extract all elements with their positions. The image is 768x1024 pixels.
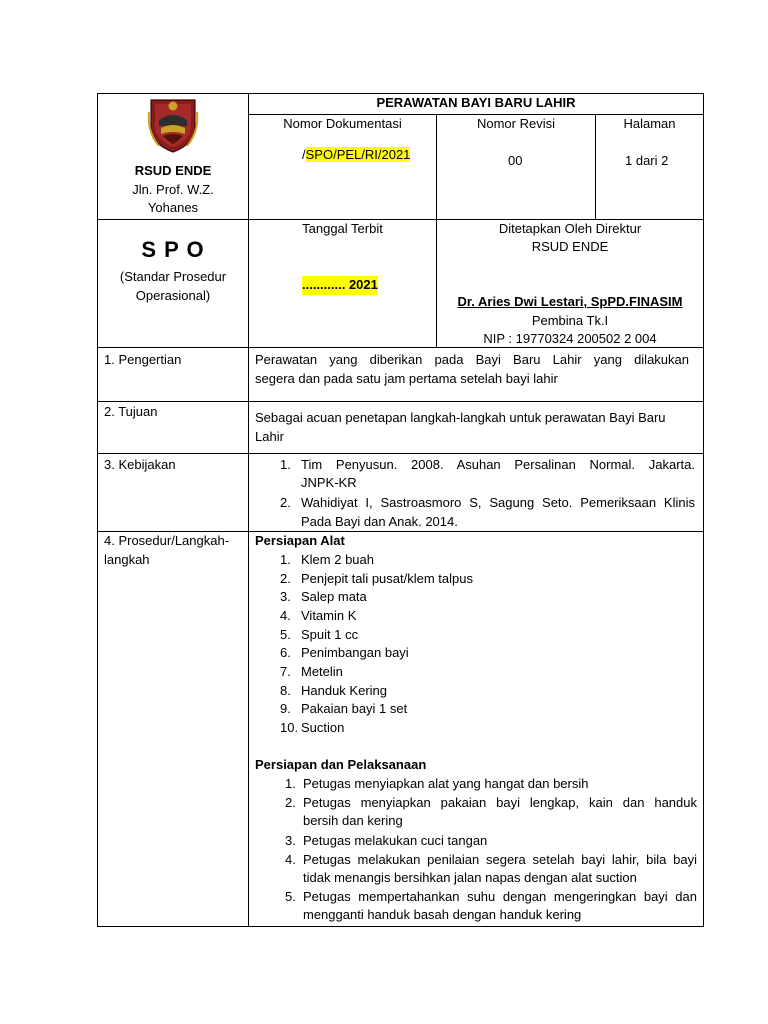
- list-item-text: Vitamin K: [301, 608, 357, 623]
- hospital-name: RSUD ENDE: [134, 163, 212, 178]
- row-divider-pengertian: [97, 401, 704, 402]
- list-item-text: Petugas melakukan penilaian segera setelah bayi lahir, bila bayi: [303, 852, 697, 867]
- list-item-text: Handuk Kering: [301, 683, 387, 698]
- page-label: Halaman: [623, 116, 676, 131]
- table-border-bottom: [97, 926, 704, 927]
- list-item-text: Wahidiyat I, Sastroasmoro S, Sagung Seto. Pemeriksaan Klinis: [301, 495, 695, 510]
- list-item-text: Salep mata: [301, 589, 367, 604]
- tujuan-line2: Lahir: [255, 429, 284, 444]
- list-item-text-cont: Pada Bayi dan Anak. 2014.: [301, 514, 458, 529]
- prosedur-label-line2: langkah: [104, 552, 150, 567]
- list-item-text: Suction: [301, 720, 345, 735]
- row-divider-tujuan: [97, 453, 704, 454]
- list-item-text: Pakaian bayi 1 set: [301, 701, 408, 716]
- pengertian-line1: Perawatan yang diberikan pada Bayi Baru Lahir yang dilakukan: [255, 352, 689, 367]
- tujuan-line1: Sebagai acuan penetapan langkah-langkah untuk perawatan Bayi Baru: [255, 410, 666, 425]
- set-by-line2: RSUD ENDE: [531, 239, 609, 254]
- hospital-address-line2: Yohanes: [147, 200, 199, 215]
- list-item-number: 1.: [280, 552, 291, 567]
- list-item-number: 7.: [280, 664, 291, 679]
- list-item-text: Tim Penyusun. 2008. Asuhan Persalinan Normal. Jakarta.: [301, 457, 695, 472]
- list-item-number: 4.: [280, 608, 291, 623]
- list-item-text-cont: JNPK-KR: [301, 475, 357, 490]
- pengertian-line2: segera dan pada satu jam pertama setelah bayi lahir: [255, 371, 558, 386]
- revision-value: 00: [508, 153, 523, 168]
- revision-label: Nomor Revisi: [476, 116, 555, 131]
- list-item-text: Klem 2 buah: [301, 552, 374, 567]
- list-item-number: 3.: [280, 589, 291, 604]
- list-item-text: Petugas mempertahankan suhu dengan mengeringkan bayi dan: [303, 889, 697, 904]
- document-title: PERAWATAN BAYI BARU LAHIR: [376, 95, 576, 110]
- doc-number-code: SPO/PEL/RI/2021: [305, 147, 411, 162]
- director-name: Dr. Aries Dwi Lestari, SpPD.FINASIM: [457, 294, 683, 309]
- spo-subtitle-line2: Operasional): [135, 288, 211, 303]
- kebijakan-label: 3. Kebijakan: [104, 457, 176, 472]
- list-item-number: 1.: [280, 457, 291, 472]
- list-item-number: 2.: [280, 571, 291, 586]
- list-item-text: Metelin: [301, 664, 343, 679]
- list-item-number: 8.: [280, 683, 291, 698]
- issue-date-label: Tanggal Terbit: [302, 221, 383, 236]
- hospital-logo: [145, 92, 201, 154]
- list-item-number: 10.: [280, 720, 299, 735]
- list-item-text: Penjepit tali pusat/klem talpus: [301, 571, 473, 586]
- alat-heading: Persiapan Alat: [255, 533, 345, 548]
- list-item-number: 5.: [280, 627, 291, 642]
- pengertian-label: 1. Pengertian: [104, 352, 182, 367]
- doc-number-prefix: /: [302, 147, 306, 162]
- list-item-text: Petugas menyiapkan alat yang hangat dan bersih: [303, 776, 589, 791]
- list-item-number: 4.: [285, 852, 296, 867]
- list-item-number: 3.: [285, 833, 296, 848]
- issue-date-value: ............ 2021: [302, 276, 378, 295]
- spo-title: S P O: [141, 237, 205, 262]
- prosedur-label-line1: 4. Prosedur/Langkah-: [104, 533, 230, 548]
- page-value: 1 dari 2: [625, 153, 669, 168]
- list-item-number: 2.: [280, 495, 291, 510]
- list-item-number: 2.: [285, 795, 296, 810]
- list-item-text: Penimbangan bayi: [301, 645, 409, 660]
- list-item-text: Petugas menyiapkan pakaian bayi lengkap, kain dan handuk: [303, 795, 697, 810]
- director-nip: NIP : 19770324 200502 2 004: [483, 331, 657, 346]
- list-item-number: 6.: [280, 645, 291, 660]
- director-rank: Pembina Tk.I: [531, 313, 609, 328]
- doc-number-value: [302, 146, 410, 165]
- set-by-line1: Ditetapkan Oleh Direktur: [498, 221, 642, 236]
- list-item-text-cont: tidak menangis bersihkan jalan napas dengan alat suction: [303, 870, 637, 885]
- hospital-address-line1: Jln. Prof. W.Z.: [132, 182, 214, 197]
- list-item-text-cont: bersih dan kering: [303, 813, 403, 828]
- list-item-text: Spuit 1 cc: [301, 627, 359, 642]
- list-item-text-cont: mengganti handuk basah dengan handuk kering: [303, 907, 582, 922]
- pelaksanaan-heading: Persiapan dan Pelaksanaan: [255, 757, 427, 772]
- spo-subtitle-line1: (Standar Prosedur: [119, 269, 227, 284]
- list-item-number: 1.: [285, 776, 296, 791]
- list-item-number: 9.: [280, 701, 291, 716]
- list-item-text: Petugas melakukan cuci tangan: [303, 833, 488, 848]
- list-item-number: 5.: [285, 889, 296, 904]
- doc-number-label: Nomor Dokumentasi: [283, 116, 402, 131]
- tujuan-label: 2. Tujuan: [104, 404, 158, 419]
